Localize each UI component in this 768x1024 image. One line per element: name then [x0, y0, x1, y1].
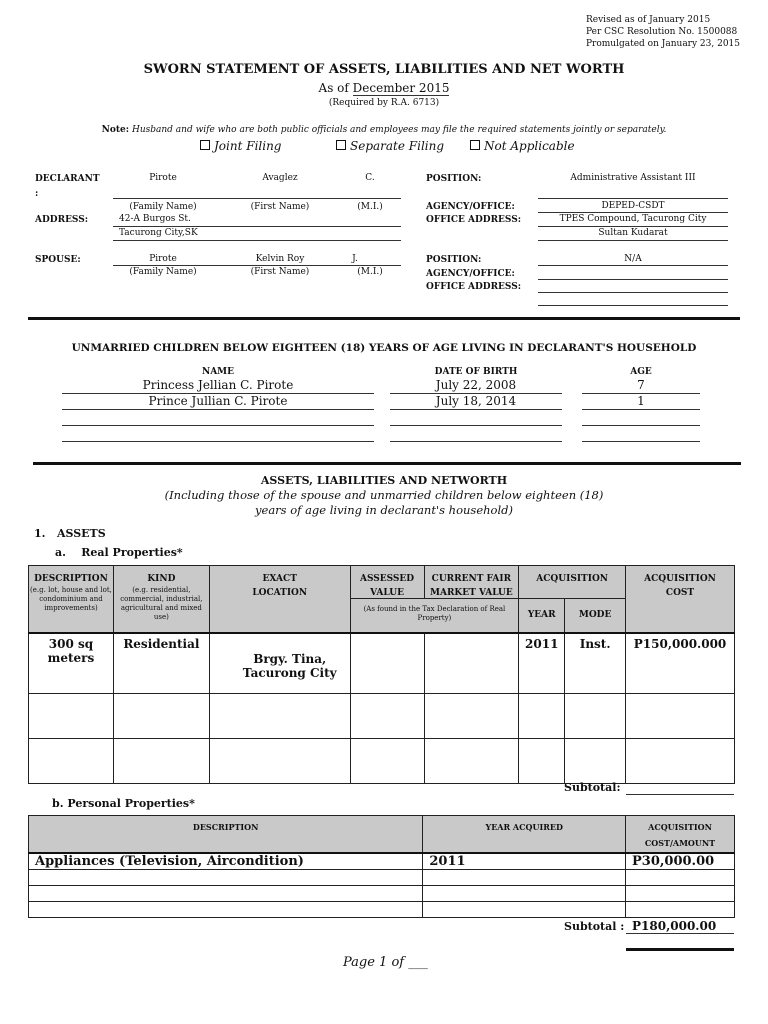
- underline: [538, 226, 728, 227]
- col-assessed: [350, 566, 424, 599]
- office-line2: Sultan Kudarat: [598, 228, 668, 238]
- header-text: ACQUISITION: [536, 574, 609, 584]
- col-acquisition: [519, 566, 626, 599]
- not-applicable-label: Not Applicable: [484, 139, 575, 153]
- checkbox-icon[interactable]: [336, 140, 346, 150]
- revised-text: Revised as of January 2015: [586, 15, 711, 25]
- assets-title: ASSETS, LIABILITIES AND NETWORTH: [260, 474, 508, 487]
- header-text: COST/AMOUNT: [644, 838, 716, 848]
- underline: [538, 305, 728, 306]
- header-subtext: (e.g. residential, commercial, industrial, agricultural and mixed use): [120, 586, 203, 621]
- header-text: CURRENT FAIR: [431, 574, 512, 584]
- table-row: [29, 853, 735, 870]
- real-properties-heading: a. Real Properties*: [55, 546, 183, 559]
- col-description: [29, 566, 114, 633]
- cell-year: 2011: [423, 853, 626, 870]
- header-text: DESCRIPTION: [34, 574, 108, 584]
- table-header-row: [29, 816, 735, 853]
- section-divider: [28, 317, 740, 320]
- underline: [582, 425, 700, 426]
- children-col-name: NAME: [201, 367, 235, 377]
- spouse-mi: J.: [352, 254, 358, 264]
- underline: [113, 226, 401, 227]
- assets-subtitle2: years of age living in declarant's household): [255, 503, 513, 517]
- page-indicator: Page 1 of ___: [343, 955, 428, 970]
- underline: [62, 409, 374, 410]
- header-text: MARKET VALUE: [430, 588, 513, 598]
- col-cost: [626, 816, 735, 853]
- personal-properties-heading: b. Personal Properties*: [52, 797, 195, 810]
- header-text: ACQUISITION: [644, 574, 716, 584]
- header-text: EXACT: [262, 574, 297, 584]
- note-label: Note:: [101, 125, 130, 135]
- header-text: KIND: [147, 574, 176, 584]
- assets-subtitle1: (Including those of the spouse and unmarried children below eighteen (18): [164, 488, 604, 502]
- col-location: [209, 566, 350, 633]
- underline: [538, 279, 728, 280]
- child-dob: July 22, 2008: [435, 378, 517, 392]
- header-text: COST: [665, 588, 695, 598]
- separate-filing-option[interactable]: [336, 139, 444, 153]
- revision-info: [586, 14, 740, 50]
- cell-cost: P150,000.000: [626, 633, 735, 694]
- joint-filing-option[interactable]: [200, 139, 282, 153]
- cell-kind: Residential: [113, 633, 209, 694]
- cell-mode: Inst.: [565, 633, 626, 694]
- note: [0, 125, 768, 135]
- underline: [538, 292, 728, 293]
- col-market: [424, 566, 519, 599]
- spouse-first-caption: (First Name): [250, 267, 310, 277]
- underline: [390, 425, 562, 426]
- underline: [113, 265, 401, 266]
- header-text: YEAR: [527, 610, 556, 621]
- cell-market: [424, 633, 519, 694]
- spouse-label: SPOUSE:: [35, 255, 81, 265]
- declarant-mi: C.: [365, 173, 375, 183]
- spouse-family-name: Pirote: [149, 254, 177, 264]
- resolution-text: Per CSC Resolution No. 1500088: [586, 27, 738, 37]
- mi-caption: (M.I.): [357, 202, 383, 212]
- office-line1: TPES Compound, Tacurong City: [559, 214, 707, 224]
- col-acq-cost: [626, 566, 735, 633]
- note-text: Husband and wife who are both public officials and employees may file the required statements jointly or separately.: [131, 125, 667, 135]
- underline: [62, 441, 374, 442]
- declarant-first-name: Avaglez: [262, 173, 298, 183]
- first-name-caption: (First Name): [250, 202, 310, 212]
- underline: [538, 198, 728, 199]
- header-subtext: (e.g. lot, house and lot, condominium and improvements): [30, 586, 112, 612]
- position-label: POSITION:: [426, 174, 482, 184]
- cell-cost: P30,000.00: [626, 853, 735, 870]
- underline: [538, 265, 728, 266]
- underline: [538, 212, 728, 213]
- table-row: [29, 739, 735, 784]
- cell-assessed: [350, 633, 424, 694]
- address-label: ADDRESS:: [35, 215, 89, 225]
- table-header-row: [29, 566, 735, 599]
- underline: [62, 425, 374, 426]
- underline: [113, 240, 401, 241]
- real-properties-table: [28, 565, 735, 784]
- header-text: ASSESSED: [359, 574, 415, 584]
- child-age: 7: [637, 378, 645, 392]
- agency-label: AGENCY/OFFICE:: [426, 202, 515, 212]
- underline: [582, 441, 700, 442]
- cell-location: Brgy. Tina, Tacurong City: [209, 633, 350, 694]
- children-col-dob: DATE OF BIRTH: [434, 367, 518, 377]
- spouse-family-caption: (Family Name): [129, 267, 197, 277]
- header-text: LOCATION: [252, 588, 308, 598]
- col-mode: [565, 599, 626, 633]
- address-line1: 42-A Burgos St.: [119, 214, 191, 224]
- header-text: VALUE: [370, 588, 404, 598]
- header-text: YEAR ACQUIRED: [485, 822, 563, 832]
- grand-total-line: [626, 948, 734, 951]
- cell-description: 300 sq meters: [29, 633, 114, 694]
- tax-note: [350, 599, 519, 633]
- underline: [390, 441, 562, 442]
- child-name: Princess Jellian C. Pirote: [142, 378, 294, 392]
- children-col-age: AGE: [630, 367, 652, 377]
- table-row: [29, 886, 735, 902]
- as-of-line: [0, 81, 768, 95]
- checkbox-icon[interactable]: [470, 140, 480, 150]
- underline: [538, 240, 728, 241]
- underline: [390, 409, 562, 410]
- header-text: DESCRIPTION: [192, 822, 259, 832]
- position-value: Administrative Assistant III: [570, 173, 696, 183]
- not-applicable-option[interactable]: [470, 139, 575, 153]
- personal-subtotal-label: Subtotal :: [564, 920, 625, 933]
- cell-year: 2011: [519, 633, 565, 694]
- agency-value: DEPED-CSDT: [601, 201, 665, 211]
- real-subtotal-label: Subtotal:: [564, 781, 621, 794]
- spouse-first-name: Kelvin Roy: [255, 254, 305, 264]
- declarant-family-name: Pirote: [149, 173, 177, 183]
- joint-filing-label: Joint Filing: [214, 139, 282, 153]
- office-address-label: OFFICE ADDRESS:: [426, 215, 522, 225]
- page-title: SWORN STATEMENT OF ASSETS, LIABILITIES AND NET WORTH: [143, 62, 625, 77]
- as-of-value: December 2015: [352, 81, 450, 95]
- declarant-label: DECLARANT: [35, 174, 100, 184]
- section-divider: [33, 462, 741, 465]
- spouse-position-label: POSITION:: [426, 255, 482, 265]
- subtotal-underline: [626, 933, 734, 934]
- child-age: 1: [637, 394, 645, 408]
- subtotal-underline: [626, 794, 734, 795]
- table-row: [29, 902, 735, 918]
- separate-filing-label: Separate Filing: [350, 139, 445, 153]
- family-name-caption: (Family Name): [129, 202, 197, 212]
- assets-heading: 1. ASSETS: [34, 527, 106, 540]
- table-row: [29, 870, 735, 886]
- address-line2: Tacurong City,SK: [119, 228, 198, 238]
- col-year: [423, 816, 626, 853]
- as-of-label: As of: [318, 81, 349, 95]
- table-row: [29, 633, 735, 694]
- checkbox-icon[interactable]: [200, 140, 210, 150]
- child-dob: July 18, 2014: [435, 394, 517, 408]
- child-name: Prince Jullian C. Pirote: [148, 394, 288, 408]
- children-title: UNMARRIED CHILDREN BELOW EIGHTEEN (18) YEARS OF AGE LIVING IN DECLARANT'S HOUSEHOLD: [71, 342, 697, 354]
- spouse-office-label: OFFICE ADDRESS:: [426, 282, 522, 292]
- table-row: [29, 694, 735, 739]
- required-text: (Required by R.A. 6713): [328, 98, 440, 108]
- spouse-position-value: N/A: [624, 254, 642, 264]
- declarant-colon: :: [35, 189, 39, 199]
- col-year: [519, 599, 565, 633]
- header-text: ACQUISITION: [648, 822, 712, 832]
- underline: [113, 198, 401, 199]
- promulgated-text: Promulgated on January 23, 2015: [586, 39, 741, 49]
- cell-description: Appliances (Television, Aircondition): [29, 853, 423, 870]
- header-text: MODE: [578, 610, 612, 621]
- col-description: [29, 816, 423, 853]
- spouse-mi-caption: (M.I.): [357, 267, 383, 277]
- personal-properties-table: [28, 815, 735, 918]
- header-subtext: (As found in the Tax Declaration of Real Property): [363, 605, 506, 622]
- col-kind: [113, 566, 209, 633]
- underline: [582, 409, 700, 410]
- spouse-agency-label: AGENCY/OFFICE:: [426, 269, 515, 279]
- personal-subtotal-value: P180,000.00: [632, 919, 717, 933]
